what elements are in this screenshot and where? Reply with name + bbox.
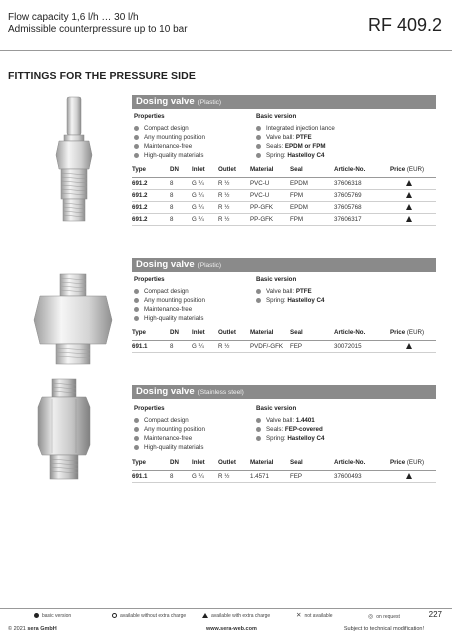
- version-text: Valve ball:: [266, 417, 296, 424]
- version-text: Seals:: [266, 143, 285, 150]
- currency-label: (EUR): [406, 328, 425, 336]
- cell-inlet: G ¼: [192, 340, 218, 352]
- version-value: 1.4401: [295, 417, 315, 424]
- property-text: High-quality materials: [144, 315, 204, 322]
- legend-basic-label: basic version: [42, 613, 72, 619]
- table-row: [132, 189, 436, 201]
- cell-material: 1.4571: [250, 470, 290, 482]
- cell-price: [390, 177, 436, 189]
- col-article: Article-No.: [334, 165, 390, 177]
- properties-heading: Properties: [134, 113, 165, 120]
- legend-on-request: [368, 613, 400, 620]
- properties-list: [134, 416, 205, 452]
- cell-price: [390, 201, 436, 213]
- cell-material: PVDF/-GFK: [250, 340, 290, 352]
- cell-dn: 8: [170, 213, 192, 225]
- counterpressure-text: Admissible counterpressure up to 10 bar: [8, 24, 188, 35]
- legend-with-charge-label: available with extra charge: [211, 613, 271, 619]
- cell-material: PP-GFK: [250, 213, 290, 225]
- extra-charge-icon: [406, 192, 412, 198]
- version-text: Seals:: [266, 426, 285, 433]
- version-value: Hastelloy C4: [287, 297, 325, 304]
- dosing-valve-stainless-image: [0, 377, 120, 487]
- property-text: Compact design: [144, 288, 189, 295]
- triangle-icon: [202, 613, 208, 618]
- currency-label: (EUR): [406, 458, 425, 466]
- product-name: Dosing valve: [136, 386, 195, 397]
- dosing-valve-plastic-lance-image: [0, 95, 120, 235]
- cell-type: 691.2: [132, 213, 170, 225]
- cell-inlet: G ¼: [192, 189, 218, 201]
- legend-basic: [34, 613, 71, 619]
- list-item: [134, 151, 205, 160]
- extra-charge-icon: [406, 473, 412, 479]
- cell-seal: FEP: [290, 470, 334, 482]
- list-item: [134, 434, 205, 443]
- list-item: [134, 296, 205, 305]
- col-type: Type: [132, 165, 170, 177]
- table-row: [132, 470, 436, 482]
- bullet-icon: [256, 298, 261, 303]
- table-row: [132, 201, 436, 213]
- cell-seal: FPM: [290, 189, 334, 201]
- cell-dn: 8: [170, 201, 192, 213]
- property-text: Compact design: [144, 125, 189, 132]
- company-name: sera GmbH: [27, 626, 57, 632]
- col-seal: Seal: [290, 458, 334, 470]
- header-subtitle: [8, 12, 188, 36]
- cell-dn: 8: [170, 189, 192, 201]
- property-text: Maintenance-free: [144, 435, 193, 442]
- bullet-icon: [134, 135, 139, 140]
- cell-type: 691.2: [132, 201, 170, 213]
- list-item: [134, 287, 205, 296]
- product-banner: [132, 95, 436, 109]
- cell-inlet: G ¼: [192, 470, 218, 482]
- list-item: [134, 314, 205, 323]
- col-material: Material: [250, 328, 290, 340]
- cell-seal: EPDM: [290, 177, 334, 189]
- version-text: Spring:: [266, 435, 288, 442]
- page-header: [0, 0, 452, 56]
- bullet-icon: [256, 436, 261, 441]
- spec-table: [132, 458, 436, 483]
- cell-inlet: G ¼: [192, 213, 218, 225]
- table-row: [132, 177, 436, 189]
- extra-charge-icon: [406, 180, 412, 186]
- header-divider: [0, 50, 452, 51]
- cell-material: PVC-U: [250, 177, 290, 189]
- bullet-icon: [134, 126, 139, 131]
- cell-seal: FEP: [290, 340, 334, 352]
- basic-version-heading: Basic version: [256, 113, 297, 120]
- product-banner: [132, 258, 436, 272]
- list-item: [256, 124, 335, 133]
- bullet-icon: [134, 427, 139, 432]
- list-item: [134, 124, 205, 133]
- product-material: (Plastic): [197, 262, 222, 269]
- property-text: Maintenance-free: [144, 306, 193, 313]
- table-header-row: [132, 165, 436, 177]
- extra-charge-icon: [406, 343, 412, 349]
- col-seal: Seal: [290, 165, 334, 177]
- properties-heading: Properties: [134, 276, 165, 283]
- cell-article: 37605769: [334, 189, 390, 201]
- bullet-icon: [134, 144, 139, 149]
- modification-notice: Subject to technical modification!: [343, 626, 424, 632]
- list-item: [256, 151, 335, 160]
- dosing-valve-plastic-image: [0, 270, 120, 370]
- basic-version-list: [256, 416, 324, 443]
- product-material: (Plastic): [197, 99, 222, 106]
- version-value: EPDM or FPM: [284, 143, 326, 150]
- list-item: [134, 416, 205, 425]
- filled-dot-icon: [34, 613, 39, 618]
- currency-label: (EUR): [406, 165, 425, 173]
- list-item: [256, 142, 335, 151]
- list-item: [134, 305, 205, 314]
- website-link[interactable]: www.sera-web.com: [206, 626, 257, 632]
- bullet-icon: [134, 316, 139, 321]
- col-material: Material: [250, 165, 290, 177]
- property-text: Any mounting position: [144, 297, 205, 304]
- cross-icon: ✕: [296, 612, 302, 620]
- cell-price: [390, 340, 436, 352]
- version-text: Valve ball:: [266, 288, 296, 295]
- cell-article: 30072015: [334, 340, 390, 352]
- copyright-text: © 2021: [8, 626, 28, 632]
- cell-article: 37606317: [334, 213, 390, 225]
- bullet-icon: [256, 144, 261, 149]
- cell-outlet: R ½: [218, 213, 250, 225]
- col-seal: Seal: [290, 328, 334, 340]
- extra-charge-icon: [406, 204, 412, 210]
- section-title: FITTINGS FOR THE PRESSURE SIDE: [8, 70, 196, 82]
- legend-not-available-label: not available: [304, 613, 333, 619]
- bullet-icon: [134, 418, 139, 423]
- cell-material: PVC-U: [250, 189, 290, 201]
- product-material: (Stainless steel): [197, 389, 244, 396]
- version-text: Integrated injection lance: [266, 125, 335, 132]
- properties-list: [134, 287, 205, 323]
- col-dn: DN: [170, 458, 192, 470]
- bullet-icon: [256, 418, 261, 423]
- cell-outlet: R ½: [218, 189, 250, 201]
- price-label: Price: [390, 328, 406, 336]
- page-title: RF 409.2: [367, 15, 442, 35]
- legend-on-request-label: on request: [376, 613, 400, 620]
- col-outlet: Outlet: [218, 458, 250, 470]
- cell-outlet: R ½: [218, 201, 250, 213]
- col-inlet: Inlet: [192, 165, 218, 177]
- bullet-icon: [134, 307, 139, 312]
- table-header-row: [132, 458, 436, 470]
- cell-price: [390, 189, 436, 201]
- col-material: Material: [250, 458, 290, 470]
- page-number: 227: [428, 610, 442, 619]
- spec-table: [132, 328, 436, 353]
- bullet-icon: [256, 126, 261, 131]
- bullet-icon: [256, 153, 261, 158]
- col-article: Article-No.: [334, 328, 390, 340]
- bullet-icon: [134, 153, 139, 158]
- basic-version-list: [256, 287, 324, 305]
- cell-inlet: G ¼: [192, 177, 218, 189]
- basic-version-list: [256, 124, 335, 160]
- list-item: [256, 425, 324, 434]
- list-item: [134, 142, 205, 151]
- col-inlet: Inlet: [192, 458, 218, 470]
- product-title: [136, 96, 221, 107]
- property-text: Maintenance-free: [144, 143, 193, 150]
- cell-seal: EPDM: [290, 201, 334, 213]
- table-header-row: [132, 328, 436, 340]
- list-item: [134, 133, 205, 142]
- col-type: Type: [132, 328, 170, 340]
- cell-type: 691.2: [132, 189, 170, 201]
- version-value: PTFE: [295, 134, 312, 141]
- col-dn: DN: [170, 165, 192, 177]
- bullet-icon: [134, 289, 139, 294]
- basic-version-heading: Basic version: [256, 405, 297, 412]
- version-value: Hastelloy C4: [287, 435, 325, 442]
- list-item: [256, 296, 324, 305]
- table-row: [132, 213, 436, 225]
- product-title: [136, 386, 244, 397]
- col-outlet: Outlet: [218, 328, 250, 340]
- cell-inlet: G ¼: [192, 201, 218, 213]
- cell-article: 37600493: [334, 470, 390, 482]
- bullet-icon: [256, 135, 261, 140]
- col-inlet: Inlet: [192, 328, 218, 340]
- cell-type: 691.1: [132, 340, 170, 352]
- list-item: [134, 443, 205, 452]
- version-value: PTFE: [295, 288, 312, 295]
- cell-material: PP-GFK: [250, 201, 290, 213]
- basic-version-heading: Basic version: [256, 276, 297, 283]
- property-text: Any mounting position: [144, 134, 205, 141]
- properties-list: [134, 124, 205, 160]
- property-text: Any mounting position: [144, 426, 205, 433]
- cell-outlet: R ½: [218, 340, 250, 352]
- price-label: Price: [390, 165, 406, 173]
- spec-table: [132, 165, 436, 226]
- list-item: [256, 287, 324, 296]
- product-name: Dosing valve: [136, 96, 195, 107]
- col-article: Article-No.: [334, 458, 390, 470]
- col-price: [390, 165, 436, 177]
- product-banner: [132, 385, 436, 399]
- copyright: [8, 626, 57, 632]
- list-item: [134, 425, 205, 434]
- list-item: [256, 133, 335, 142]
- cell-type: 691.1: [132, 470, 170, 482]
- col-outlet: Outlet: [218, 165, 250, 177]
- bullet-icon: [256, 289, 261, 294]
- cell-dn: 8: [170, 177, 192, 189]
- version-text: Valve ball:: [266, 134, 296, 141]
- cell-outlet: R ½: [218, 177, 250, 189]
- property-text: High-quality materials: [144, 152, 204, 159]
- cell-article: 37606318: [334, 177, 390, 189]
- cell-type: 691.2: [132, 177, 170, 189]
- cell-seal: FPM: [290, 213, 334, 225]
- footer-divider: [0, 608, 452, 609]
- list-item: [256, 434, 324, 443]
- version-text: Spring:: [266, 152, 288, 159]
- col-price: [390, 458, 436, 470]
- col-type: Type: [132, 458, 170, 470]
- price-label: Price: [390, 458, 406, 466]
- cell-article: 37605768: [334, 201, 390, 213]
- version-text: Spring:: [266, 297, 288, 304]
- cell-outlet: R ½: [218, 470, 250, 482]
- extra-charge-icon: [406, 216, 412, 222]
- open-circle-icon: [112, 613, 117, 618]
- cell-dn: 8: [170, 340, 192, 352]
- property-text: Compact design: [144, 417, 189, 424]
- legend-without-charge-label: available without extra charge: [120, 613, 187, 619]
- legend-not-available: [296, 613, 333, 619]
- flow-capacity-text: Flow capacity 1,6 l/h … 30 l/h: [8, 12, 139, 23]
- cell-dn: 8: [170, 470, 192, 482]
- version-value: FEP-covered: [284, 426, 323, 433]
- properties-heading: Properties: [134, 405, 165, 412]
- bullet-icon: [256, 427, 261, 432]
- product-title: [136, 259, 221, 270]
- cell-price: [390, 470, 436, 482]
- legend-with-charge: [202, 613, 270, 619]
- col-dn: DN: [170, 328, 192, 340]
- cell-price: [390, 213, 436, 225]
- bullet-icon: [134, 445, 139, 450]
- bullet-icon: [134, 436, 139, 441]
- on-request-icon: ◎: [368, 614, 374, 620]
- property-text: High-quality materials: [144, 444, 204, 451]
- table-row: [132, 340, 436, 352]
- list-item: [256, 416, 324, 425]
- product-name: Dosing valve: [136, 259, 195, 270]
- legend-without-charge: [112, 613, 186, 619]
- col-price: [390, 328, 436, 340]
- bullet-icon: [134, 298, 139, 303]
- version-value: Hastelloy C4: [287, 152, 325, 159]
